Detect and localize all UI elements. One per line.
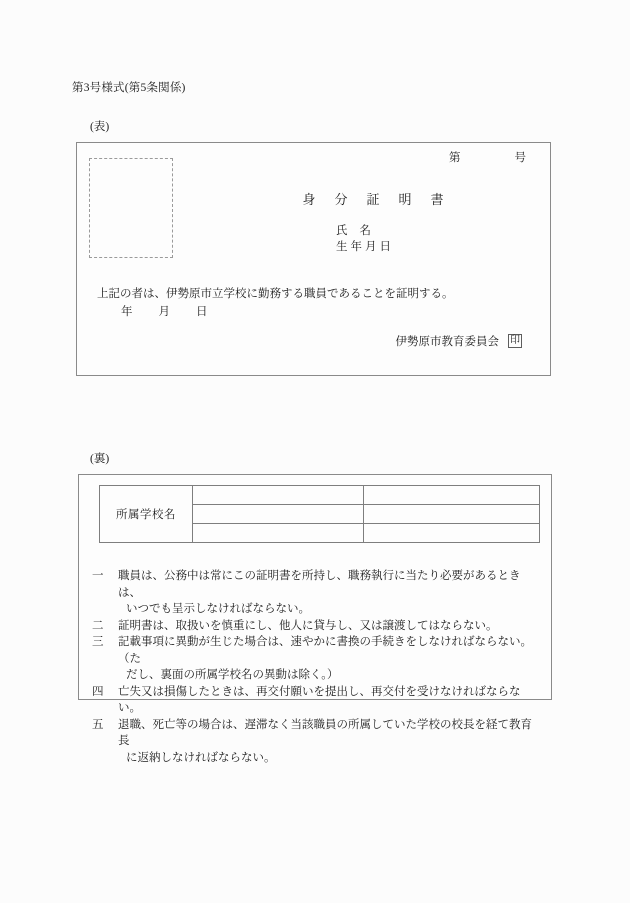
note-line-1: 証明書は、取扱いを慎重にし、他人に貸与し、又は譲渡してはならない。 [118, 619, 498, 632]
note-text [118, 717, 539, 767]
list-item [92, 568, 539, 618]
note-marker: 一 [92, 570, 104, 582]
school-cell-middle[interactable] [193, 524, 364, 543]
note-text [118, 568, 539, 618]
back-side-label: (裏) [90, 453, 110, 465]
id-card-front [76, 142, 551, 376]
note-line-1: 退職、死亡等の場合は、遅滞なく当該職員の所属していた学校の校長を経て教育長 [118, 718, 532, 747]
list-item [92, 684, 539, 717]
note-marker: 二 [92, 619, 104, 632]
school-affiliation-table [99, 485, 540, 543]
school-cell-middle[interactable] [193, 486, 364, 505]
note-marker: 三 [92, 636, 104, 648]
note-text [118, 618, 539, 635]
school-name-row-label: 所属学校名 [100, 486, 193, 543]
form-number-heading: 第3号様式(第5条関係) [72, 82, 186, 94]
school-cell-right[interactable] [364, 486, 540, 505]
note-line-1: 亡失又は損傷したときは、再交付願いを提出し、再交付を受けなければならない。 [118, 685, 521, 714]
note-line-1: 記載事項に異動が生じた場合は、速やかに書換の手続きをしなければならない。（た [118, 636, 532, 665]
document-number-line [449, 149, 526, 165]
issuer-name: 伊勢原市教育委員会 [395, 336, 499, 348]
note-marker: 五 [92, 718, 104, 731]
note-line-2: に返納しなければならない。 [126, 751, 276, 764]
school-cell-middle[interactable] [193, 505, 364, 524]
note-line-1: 職員は、公務中は常にこの証明書を所持し、職務執行に当たり必要があるときは、 [118, 570, 521, 599]
name-field-label: 氏名 [336, 225, 383, 237]
certification-statement: 上記の者は、伊勢原市立学校に勤務する職員であることを証明する。 [97, 288, 454, 300]
list-item [92, 618, 539, 635]
date-day-label: 日 [196, 306, 208, 318]
school-cell-right[interactable] [364, 524, 540, 543]
note-text [118, 634, 539, 684]
birthdate-field-label: 生年月日 [336, 241, 394, 253]
table-row [100, 486, 540, 505]
school-cell-right[interactable] [364, 505, 540, 524]
list-item [92, 717, 539, 767]
seal-stamp-icon: 印 [510, 335, 520, 346]
list-item [92, 634, 539, 684]
issuer-line [396, 333, 523, 349]
date-month-label: 月 [158, 306, 170, 318]
note-text [118, 684, 539, 717]
document-number-prefix: 第 [449, 152, 461, 164]
notes-list [92, 568, 539, 766]
date-year-label: 年 [121, 306, 133, 318]
name-fields-block [336, 223, 394, 255]
document-number-suffix: 号 [514, 152, 526, 164]
front-side-label: (表) [90, 121, 110, 133]
school-table-body [100, 486, 540, 543]
issue-date-line [121, 303, 208, 319]
note-marker: 四 [92, 685, 104, 698]
note-line-2: だし、裏面の所属学校名の異動は除く。） [126, 669, 339, 681]
id-card-back [78, 474, 552, 764]
note-line-2: いつでも呈示しなければならない。 [126, 603, 310, 615]
photo-placeholder-box [89, 158, 173, 258]
certificate-title: 身分証明書 [302, 192, 463, 207]
